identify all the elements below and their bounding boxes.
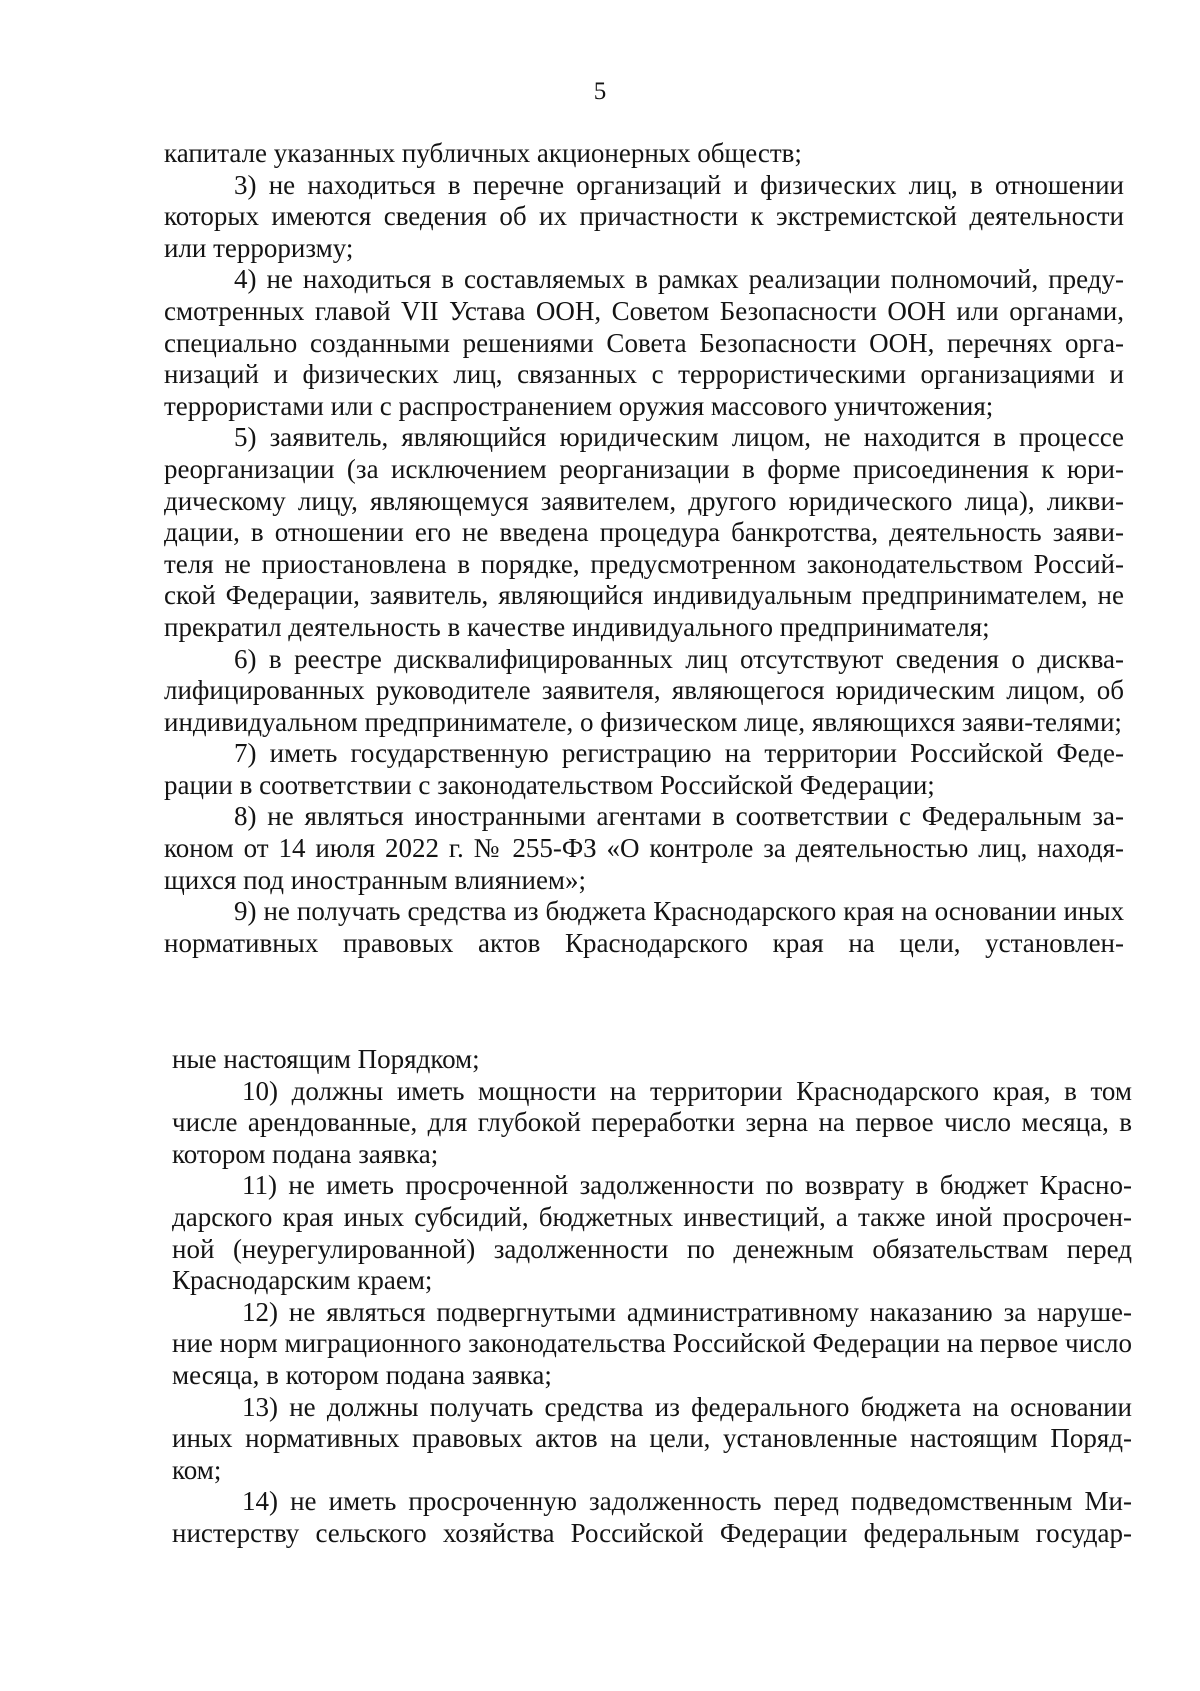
paragraph-item-12: 12) не являться подвергнутыми административному наказанию за наруше-ние норм миграционного законодательства Российской Федерации на первое число месяца, в котором подана заявка; [172, 1296, 1132, 1390]
paragraph-item-4: 4) не находиться в составляемых в рамках реализации полномочий, преду-смотренных главой VII Устава ООН, Советом Безопасности ООН или органами, специально созданными решениями Совета Безопасности ООН, перечнях орга-низаций и физических лиц, связанных с террористическими организациями и террористами или с распространением оружия массового уничтожения; [164, 264, 1124, 421]
paragraph-item-6: 6) в реестре дисквалифицированных лиц отсутствуют сведения о дисква-лифицированных руководителе заявителя, являющегося юридическим лицом, об индивидуальном предпринимателе, о физическом лице, являющихся заяви-телями; [164, 643, 1124, 737]
paragraph-continuation: капитале указанных публичных акционерных обществ; [164, 138, 802, 168]
paragraph-item-9: 9) не получать средства из бюджета Краснодарского края на основании иных нормативных правовых актов Краснодарского края на цели, установлен- [164, 896, 1124, 958]
paragraph-item-10: 10) должны иметь мощности на территории Краснодарского края, в том числе арендованные, для глубокой переработки зерна на первое число месяца, в котором подана заявка; [172, 1075, 1132, 1169]
document-body-top [164, 138, 1124, 959]
paragraph-item-11: 11) не иметь просроченной задолженности по возврату в бюджет Красно-дарского края иных субсидий, бюджетных инвестиций, а также иной просрочен-ной (неурегулированной) задолженности по денежным обязательствам перед Краснодарским краем; [172, 1170, 1132, 1296]
paragraph-item-13: 13) не должны получать средства из федерального бюджета на основании иных нормативных правовых актов на цели, установленные настоящим Поряд-ком; [172, 1391, 1132, 1485]
paragraph-item-5: 5) заявитель, являющийся юридическим лицом, не находится в процессе реорганизации (за исключением реорганизации в форме присоединения к юри-дическому лицу, являющемуся заявителем, другого юридического лица), ликви-дации, в отношении его не введена процедура банкротства, деятельность заяви-теля не приостановлена в порядке, предусмотренном законодательством Россий-ской Федерации, заявитель, являющийся индивидуальным предпринимателем, не прекратил деятельность в качестве индивидуального предпринимателя; [164, 422, 1124, 642]
paragraph-item-9-continuation: ные настоящим Порядком; [172, 1044, 480, 1074]
paragraph-item-14: 14) не иметь просроченную задолженность перед подведомственным Ми-нистерству сельского хозяйства Российской Федерации федеральным государ- [172, 1486, 1132, 1548]
document-body-bottom [172, 1044, 1132, 1550]
page-number: 5 [593, 78, 607, 105]
paragraph-item-3: 3) не находиться в перечне организаций и физических лиц, в отношении которых имеются сведения об их причастности к экстремистской деятельности или терроризму; [164, 169, 1124, 263]
paragraph-item-7: 7) иметь государственную регистрацию на территории Российской Феде-рации в соответствии с законодательством Российской Федерации; [164, 738, 1124, 800]
paragraph-item-8: 8) не являться иностранными агентами в соответствии с Федеральным за-коном от 14 июля 2022 г. № 255-ФЗ «О контроле за деятельностью лиц, находя-щихся под иностранным влиянием»; [164, 801, 1124, 895]
